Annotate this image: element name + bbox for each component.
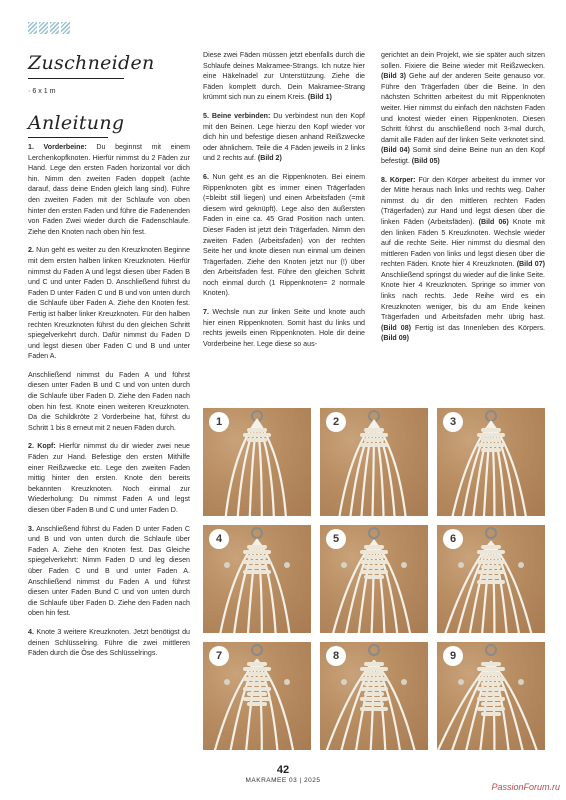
heading-cut-underline [28,78,124,79]
paragraph [28,441,190,515]
bold-text: 2. Kopf: [28,442,56,451]
magazine-logo-icon [28,22,70,34]
step-number: 8 [326,646,346,666]
bold-text: 5. Beine verbinden: [203,111,271,120]
step-number: 6 [443,529,463,549]
bold-text: 2. [28,246,34,255]
bold-text: (Bild 04) [381,146,410,155]
bold-text: 8. Körper: [381,175,416,184]
body-text: Hierfür nimmst du dir wieder zwei neue Fäden zur Hand. Befestige den ersten Mithilfe einer Reißzwecke etc. Lege den zweiten Faden mittig hinter den ersten. Knote den bereits bekannten Kreuzknoten. Noch einmal zur Wiederholung: Du nimmst Faden A und legst diesen über Faden B und C und unter Faden D. [28,442,190,514]
body-text: Du beginnst mit einem Lerchenkopfknoten. Hierfür nimmst du 2 Fäden zur Hand. Lege den ersten Faden horizontal vor dich hin. Nimm den zweiten Faden doppelt (achte darauf, dass deine Enden gleich lang sind). Führe den zweiten Faden mit der Schlaufe von oben hinter den ersten Faden und führe die Fadenenden von Faden Zwei wieder durch die Fadenschlaufe. Ziehe den Knoten nach oben hin fest. [28,143,190,236]
text-column-3 [381,50,545,352]
body-text: Für den Körper arbeitest du immer vor der Mitte heraus nach links und rechts weg. Daher nimmst du dir den mittleren rechten Faden (Trägerfaden) zur Hand und legst diesen über die linken Fäden (Arbeitsfäden). [381,175,545,226]
step-photo [203,642,311,750]
bold-text: (Bild 05) [411,156,440,165]
body-text: Fertig ist das Innenleben des Körpers. [411,323,545,332]
bold-text: (Bild 08) [381,323,412,332]
heading-instructions: Anleitung [28,112,125,134]
watermark: PassionForum.ru [491,782,560,792]
body-text: Nun geht es weiter zu den Kreuzknoten Beginne mit dem ersten halben linken Kreuzknoten. Hierfür nimmst du Faden A und legst diesen über Faden B und C und unter Faden D. Anschließend führst du Faden D unter Faden C und B und von unten durch die Schlaufe über Faden A. Ziehe den Knoten fest. Fertig ist halber linker Kreuzknoten. Für den halben rechten Kreuzknoten führst du den gleichen Schritt spiegelverkehrt durch. Dafür nimmst du Faden D und legst diesen über Faden C und B und unter Faden A. [28,246,190,361]
paragraph [28,627,190,659]
body-text: Anschließend nimmst du Faden A und führst diesen unter Faden B und C und von unten durch die Schlaufe über Faden D. Ziehe den Faden nach oben hin fest. Knote einen weiteren Kreuzknoten. Da die Schildkröte 2 Vorderbeine hat, führst du Schritt 1 bis 8 erneut mit 2 neuen Fäden durch. [28,370,190,432]
paragraph [203,307,365,349]
paragraph [28,524,190,619]
paragraph [203,111,365,164]
step-number: 7 [209,646,229,666]
body-text: Anschließend springst du wieder auf die linke Seite. Knote hier 4 Kreuzknoten. Springe so immer von links nach rechts. Jede Reihe wird es ein Kreuzknoten weniger, bis du am Ende keinen Trägerfaden und Arbeitsfaden mehr übrig hast. [381,270,545,322]
step-photo [437,525,545,633]
step-number: 2 [326,412,346,432]
step-number: 4 [209,529,229,549]
magazine-issue: MAKRAMEE 03 | 2025 [245,777,321,784]
page-number: 42 [276,764,290,776]
step-photo [320,642,428,750]
paragraph [381,50,545,167]
bold-text: 4. [28,627,34,636]
bold-text: 6. [203,172,209,181]
text-column-1 [28,142,190,667]
paragraph [28,142,190,237]
body-text: Anschließend führst du Faden D unter Faden C und B und von unten durch die Schlaufe über Faden A. Ziehe den Knoten fest. Das Gleiche spiegelverkehrt: Nimm Faden D und leg diesen über Faden C und B und unter Faden A. Anschließend nimmst du Faden A und führst diesen unter Faden Bund C und von unten durch die Schlaufe über Faden D. Ziehe den Faden nach oben hin fest. [28,524,190,618]
body-text: Nun geht es an die Rippenknoten. Bei einem Rippenknoten gibt es immer einen Trägerfaden (=bleibt still liegen) und einen Arbeitsfaden (=mit diesem wird geknüpft). Lege also den äußersten Faden in eine ca. 45 Grad Position nach unten. Dieser Faden ist jetzt dein Trägerfaden. Nimm den zweiten Faden (Arbeitsfaden) von der rechten Seite her und knote diesen nun einmal um deinen Trägerfaden. Ziehe den Knoten jetzt nur (!) über den Arbeitsfaden fest. Führe den gleichen Schritt noch einmal durch (1 Rippenknoten= 2 normale Knoten). [203,172,365,298]
step-photo [437,642,545,750]
step-photo [320,525,428,633]
body-text: Diese zwei Fäden müssen jetzt ebenfalls durch die Schlaufe deines Makramee-Strangs. Ich nutze hier eine Häkelnadel zur Unterstützung. Ziehe die Fäden komplett durch. Dein Makramee-Strang krümmt sich nun zu einem Kreis. [203,51,365,102]
body-text: Du verbindest nun den Kopf mit den Beinen. Lege hierzu den Kopf wieder vor dich hin und befestige diesen anhand Reißzwecke oder ähnlichem. Teile die 4 Fäden jeweils in 2 links und 2 rechts auf. [203,111,366,163]
step-photo [437,408,545,516]
step-photo [203,525,311,633]
body-text: Wechsle nun zur linken Seite und knote auch hier einen Rippenknoten. Somit hast du links und rechts jeweils einen Rippenknoten. Hole dir deine Vorderbeine her. Lege diese so aus- [203,308,365,348]
heading-cut: Zuschneiden [28,52,155,74]
body-text: Knote 3 weitere Kreuzknoten. Jetzt benötigst du deinen Schlüsselring. Führe die zwei mittleren Fäden durch die Öse des Schlüsselrings. [28,627,190,658]
step-number: 9 [443,646,463,666]
step-photo [320,408,428,516]
bold-text: (Bild 06) [478,217,509,226]
bold-text: (Bild 09) [381,334,409,343]
paragraph [203,172,365,299]
heading-instructions-underline [28,137,108,138]
bold-text: 3. [28,524,34,533]
step-photo [203,408,311,516]
bold-text: (Bild 07) [516,260,546,269]
photo-grid [203,408,545,748]
body-text: gerichtet an dein Projekt, wie sie später auch sitzen sollen. Fixiere die Beine wieder mit Reißzwecken. [381,51,545,70]
paragraph [381,175,545,345]
bold-text: (Bild 2) [257,154,282,163]
step-number: 3 [443,412,463,432]
bold-text: 7. [203,308,209,317]
paragraph [28,245,190,362]
step-number: 5 [326,529,346,549]
bold-text: (Bild 3) [381,72,407,81]
body-text: Knote mit den linken Fäden 5 Kreuzknoten. Wechsle wieder auf die rechte Seite. Hier nimmst du diesmal den mittleren Faden von links und legst diesen über die rechten Fäden. Knote hier 4 Kreuzknoten. [381,217,546,269]
bold-text: (Bild 1) [307,93,332,102]
paragraph [28,370,190,434]
body-text: Somit sind deine Beine nun an den Kopf befestigt. [381,146,545,165]
body-text: Gehe auf der anderen Seite genauso vor. Führe den Trägerfaden über die Beine. In den nächsten Schritten arbeitest du mit Rippenknoten weiter. Hier nimmst du einfach den nächsten Faden und knotest wieder einen Rippenknoten. Diesen Schritt führst du anschließend noch 3-mal durch, damit alle Fäden auf der linken Seite verknotet sind. [381,72,545,144]
cut-item: · 6 x 1 m [28,87,56,95]
step-number: 1 [209,412,229,432]
paragraph [203,50,365,103]
text-column-2 [203,50,365,357]
bold-text: 1. Vorderbeine: [28,143,87,151]
